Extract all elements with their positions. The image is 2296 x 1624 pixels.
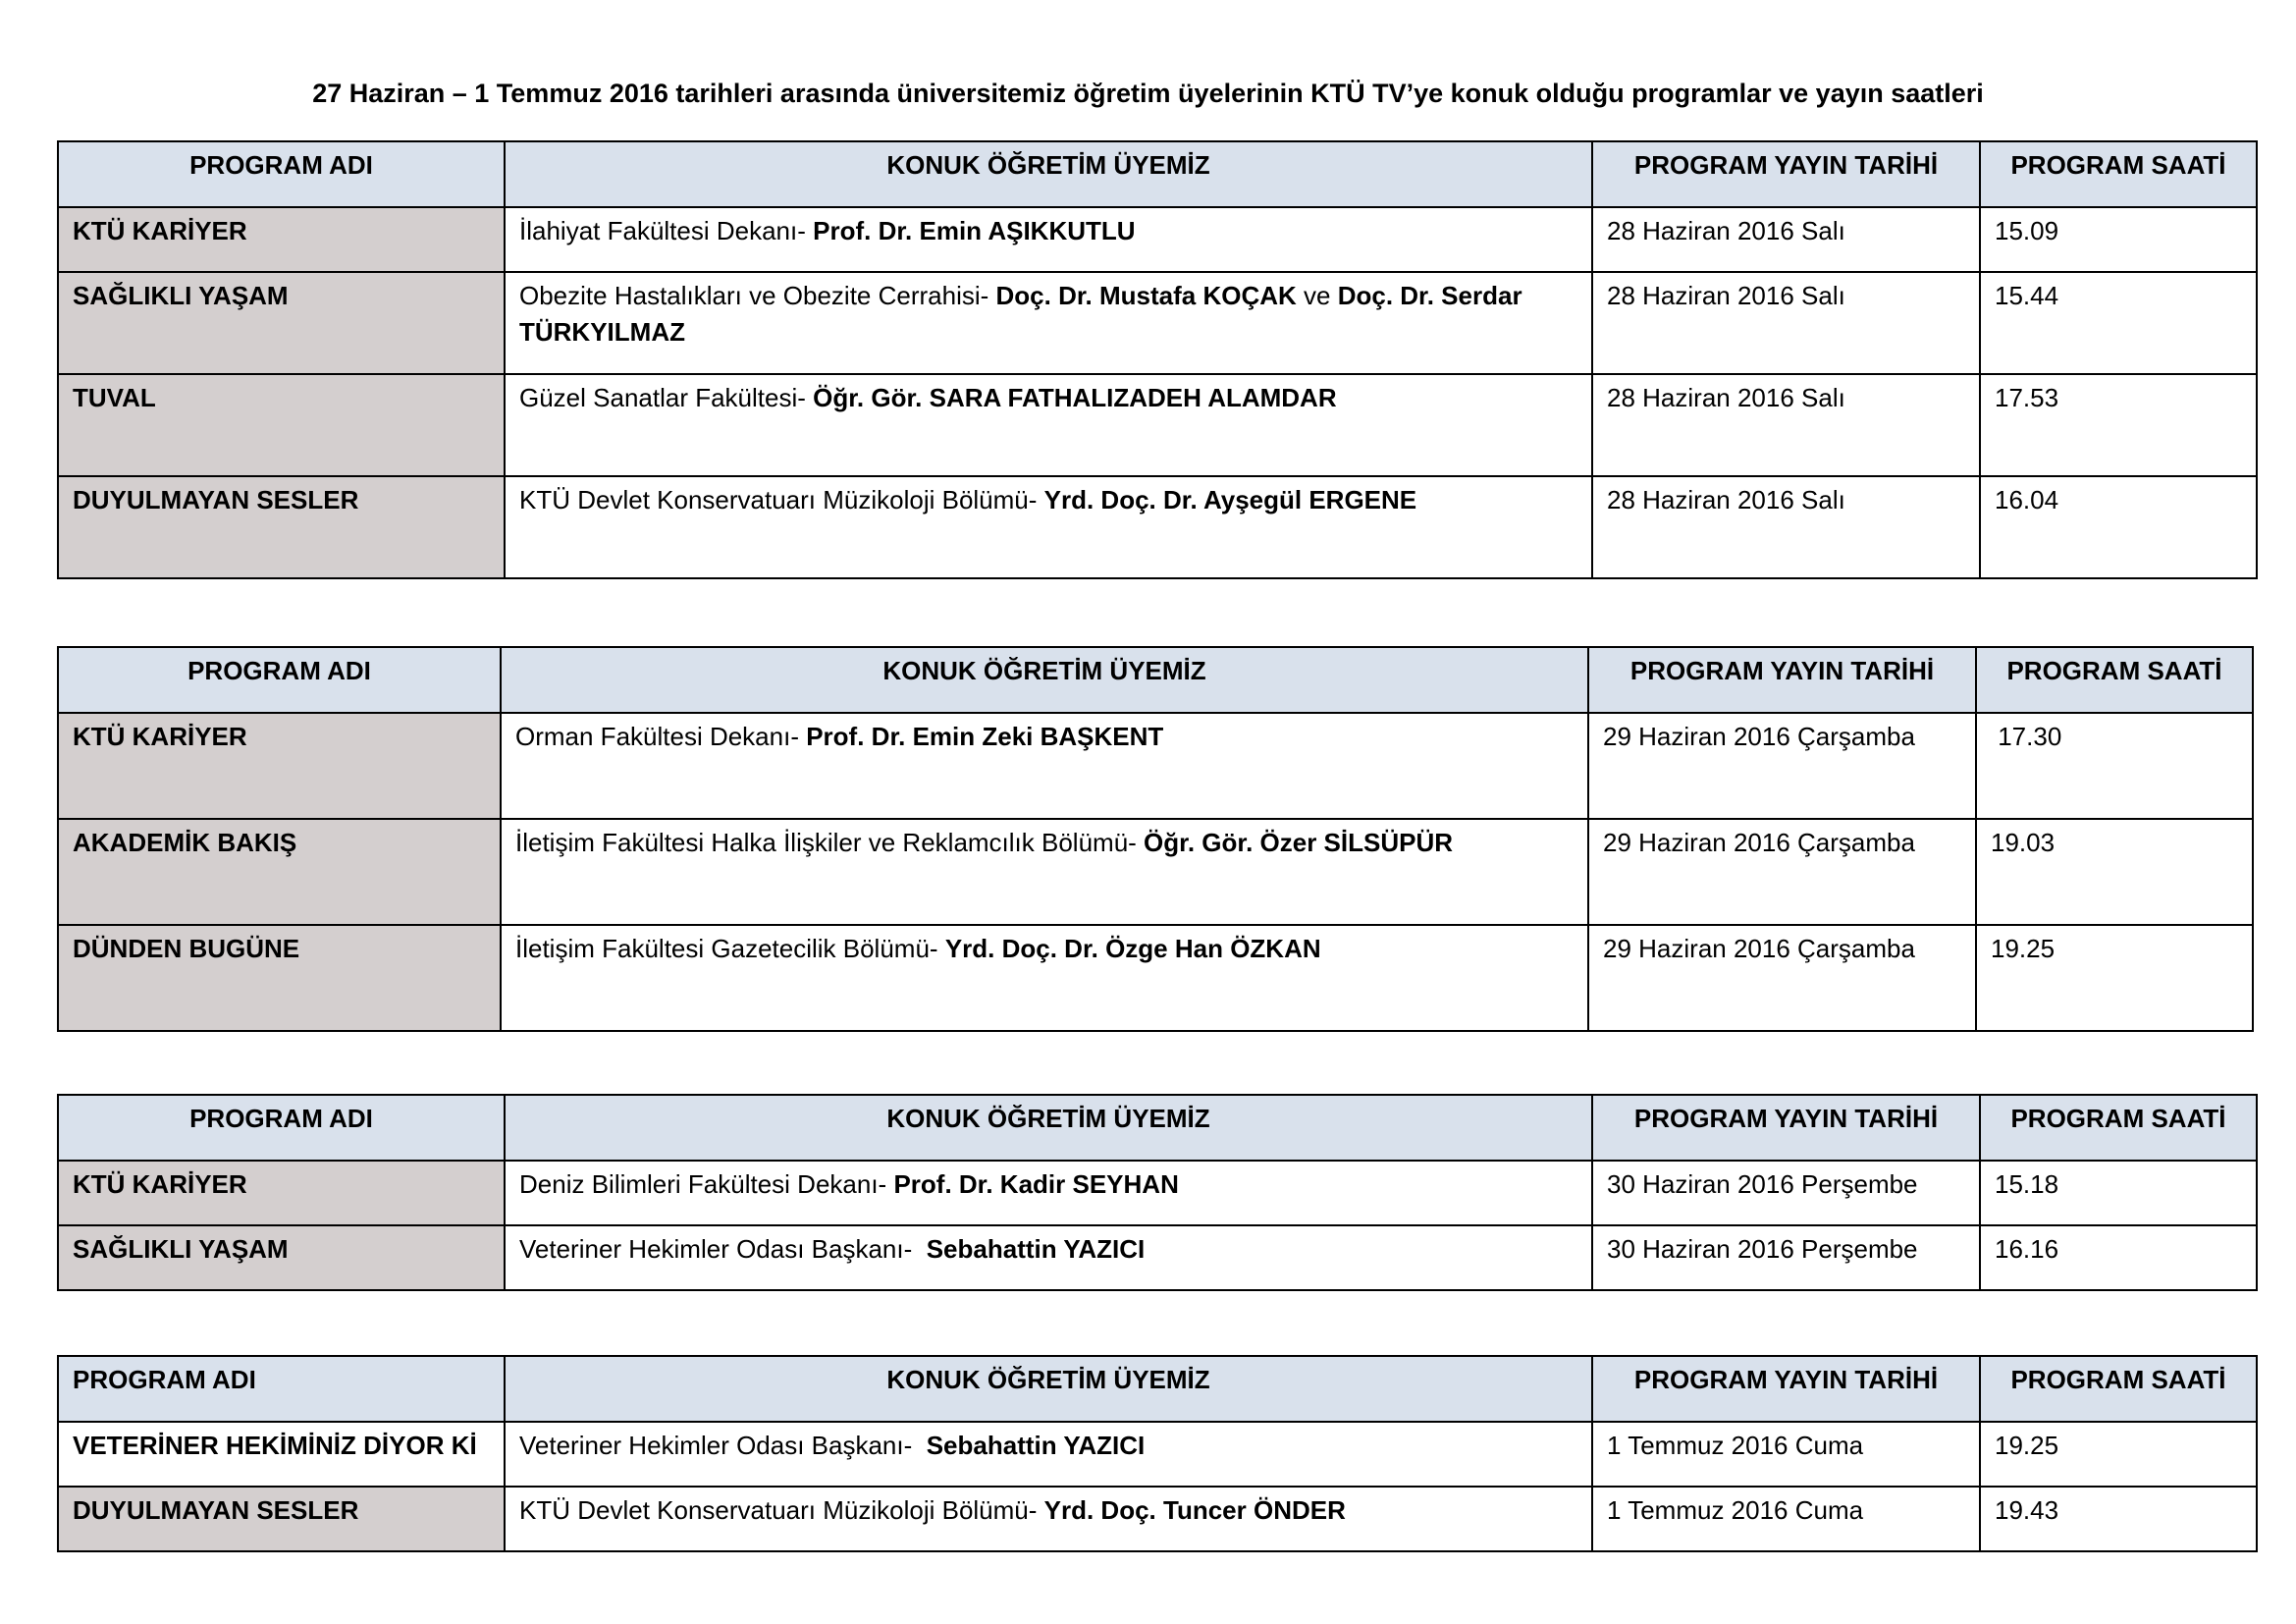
header-program-adi: PROGRAM ADI	[58, 1095, 505, 1161]
broadcast-date: 28 Haziran 2016 Salı	[1592, 272, 1980, 374]
header-saat: PROGRAM SAATİ	[1976, 647, 2253, 713]
page-title: 27 Haziran – 1 Temmuz 2016 tarihleri arasında üniversitemiz öğretim üyelerinin KTÜ TV’ye konuk olduğu programlar ve yayın saatleri	[312, 79, 1984, 108]
guest-cell	[505, 1487, 1592, 1551]
guest-cell	[501, 713, 1588, 819]
header-tarih: PROGRAM YAYIN TARİHİ	[1592, 1095, 1980, 1161]
header-saat: PROGRAM SAATİ	[1980, 141, 2257, 207]
program-name: TUVAL	[58, 374, 505, 476]
header-konuk: KONUK ÖĞRETİM ÜYEMİZ	[501, 647, 1588, 713]
guest-cell	[505, 272, 1592, 374]
schedule-table-4	[57, 1355, 2258, 1552]
broadcast-date: 30 Haziran 2016 Perşembe	[1592, 1161, 1980, 1225]
program-name: DUYULMAYAN SESLER	[58, 1487, 505, 1551]
broadcast-time: 17.30	[1976, 713, 2253, 819]
header-row	[58, 141, 2257, 207]
header-program-adi: PROGRAM ADI	[58, 1356, 505, 1422]
guest-name: Sebahattin YAZICI	[926, 1234, 1146, 1264]
guest-affiliation: Orman Fakültesi Dekanı-	[515, 722, 807, 751]
header-saat: PROGRAM SAATİ	[1980, 1095, 2257, 1161]
schedule-table-3	[57, 1094, 2258, 1291]
guest-affiliation: Güzel Sanatlar Fakültesi-	[519, 383, 814, 412]
guest-cell	[505, 1161, 1592, 1225]
program-name: KTÜ KARİYER	[58, 1161, 505, 1225]
broadcast-time: 19.25	[1980, 1422, 2257, 1487]
schedule-table-1	[57, 140, 2258, 579]
table-row	[58, 476, 2257, 578]
table-row	[58, 713, 2253, 819]
program-name: VETERİNER HEKİMİNİZ DİYOR Kİ	[58, 1422, 505, 1487]
table-row	[58, 1161, 2257, 1225]
schedule-table-2	[57, 646, 2254, 1032]
guest-cell	[505, 476, 1592, 578]
header-row	[58, 1356, 2257, 1422]
guest-name: Öğr. Gör. SARA FATHALIZADEH ALAMDAR	[813, 383, 1337, 412]
guest-cell	[501, 925, 1588, 1031]
broadcast-time: 19.03	[1976, 819, 2253, 925]
broadcast-date: 1 Temmuz 2016 Cuma	[1592, 1422, 1980, 1487]
program-name: SAĞLIKLI YAŞAM	[58, 1225, 505, 1290]
header-row	[58, 647, 2253, 713]
header-program-adi: PROGRAM ADI	[58, 647, 501, 713]
broadcast-date: 29 Haziran 2016 Çarşamba	[1588, 925, 1976, 1031]
program-name: KTÜ KARİYER	[58, 207, 505, 272]
program-name: DÜNDEN BUGÜNE	[58, 925, 501, 1031]
broadcast-date: 29 Haziran 2016 Çarşamba	[1588, 713, 1976, 819]
header-konuk: KONUK ÖĞRETİM ÜYEMİZ	[505, 1356, 1592, 1422]
broadcast-time: 16.04	[1980, 476, 2257, 578]
guest-name: Yrd. Doç. Tuncer ÖNDER	[1043, 1495, 1346, 1525]
guest-cell	[505, 374, 1592, 476]
broadcast-time: 15.18	[1980, 1161, 2257, 1225]
guest-affiliation: KTÜ Devlet Konservatuarı Müzikoloji Bölümü-	[519, 485, 1044, 514]
guest-affiliation: KTÜ Devlet Konservatuarı Müzikoloji Bölümü-	[519, 1495, 1044, 1525]
guest-name: Doç. Dr. Mustafa KOÇAK	[995, 281, 1297, 310]
broadcast-time: 15.09	[1980, 207, 2257, 272]
guest-name: Prof. Dr. Emin Zeki BAŞKENT	[806, 722, 1164, 751]
guest-name: Öğr. Gör. Özer SİLSÜPÜR	[1144, 828, 1454, 857]
table-row	[58, 1487, 2257, 1551]
guest-name-2: Doç. Dr. Serdar TÜRKYILMAZ	[519, 281, 1522, 347]
table-row	[58, 925, 2253, 1031]
table-row	[58, 819, 2253, 925]
broadcast-time: 15.44	[1980, 272, 2257, 374]
header-konuk: KONUK ÖĞRETİM ÜYEMİZ	[505, 141, 1592, 207]
guest-affiliation: İlahiyat Fakültesi Dekanı-	[519, 216, 814, 245]
guest-affiliation: İletişim Fakültesi Halka İlişkiler ve Reklamcılık Bölümü-	[515, 828, 1145, 857]
broadcast-time: 17.53	[1980, 374, 2257, 476]
table-row	[58, 374, 2257, 476]
guest-cell	[505, 207, 1592, 272]
header-program-adi: PROGRAM ADI	[58, 141, 505, 207]
guest-name: Prof. Dr. Emin AŞIKKUTLU	[813, 216, 1136, 245]
program-name: SAĞLIKLI YAŞAM	[58, 272, 505, 374]
broadcast-time: 19.43	[1980, 1487, 2257, 1551]
broadcast-date: 30 Haziran 2016 Perşembe	[1592, 1225, 1980, 1290]
program-name: KTÜ KARİYER	[58, 713, 501, 819]
broadcast-date: 1 Temmuz 2016 Cuma	[1592, 1487, 1980, 1551]
broadcast-date: 28 Haziran 2016 Salı	[1592, 476, 1980, 578]
broadcast-date: 28 Haziran 2016 Salı	[1592, 374, 1980, 476]
guest-name: Yrd. Doç. Dr. Ayşegül ERGENE	[1043, 485, 1417, 514]
guest-affiliation: Deniz Bilimleri Fakültesi Dekanı-	[519, 1169, 894, 1199]
program-name: DUYULMAYAN SESLER	[58, 476, 505, 578]
guest-cell	[501, 819, 1588, 925]
guest-name: Sebahattin YAZICI	[926, 1431, 1146, 1460]
program-name: AKADEMİK BAKIŞ	[58, 819, 501, 925]
guest-cell	[505, 1225, 1592, 1290]
guest-affiliation: Veteriner Hekimler Odası Başkanı-	[519, 1234, 927, 1264]
guest-name: Yrd. Doç. Dr. Özge Han ÖZKAN	[944, 934, 1321, 963]
table-row	[58, 1422, 2257, 1487]
guest-cell	[505, 1422, 1592, 1487]
header-konuk: KONUK ÖĞRETİM ÜYEMİZ	[505, 1095, 1592, 1161]
broadcast-time: 16.16	[1980, 1225, 2257, 1290]
table-row	[58, 1225, 2257, 1290]
header-saat: PROGRAM SAATİ	[1980, 1356, 2257, 1422]
guest-name: Prof. Dr. Kadir SEYHAN	[893, 1169, 1179, 1199]
header-row	[58, 1095, 2257, 1161]
table-row	[58, 272, 2257, 374]
guest-affiliation: Obezite Hastalıkları ve Obezite Cerrahisi-	[519, 281, 996, 310]
header-tarih: PROGRAM YAYIN TARİHİ	[1592, 1356, 1980, 1422]
guest-affiliation: Veteriner Hekimler Odası Başkanı-	[519, 1431, 927, 1460]
broadcast-date: 28 Haziran 2016 Salı	[1592, 207, 1980, 272]
broadcast-time: 19.25	[1976, 925, 2253, 1031]
broadcast-date: 29 Haziran 2016 Çarşamba	[1588, 819, 1976, 925]
header-tarih: PROGRAM YAYIN TARİHİ	[1592, 141, 1980, 207]
guest-conjunction: ve	[1296, 281, 1338, 310]
header-tarih: PROGRAM YAYIN TARİHİ	[1588, 647, 1976, 713]
guest-affiliation: İletişim Fakültesi Gazetecilik Bölümü-	[515, 934, 945, 963]
table-row	[58, 207, 2257, 272]
